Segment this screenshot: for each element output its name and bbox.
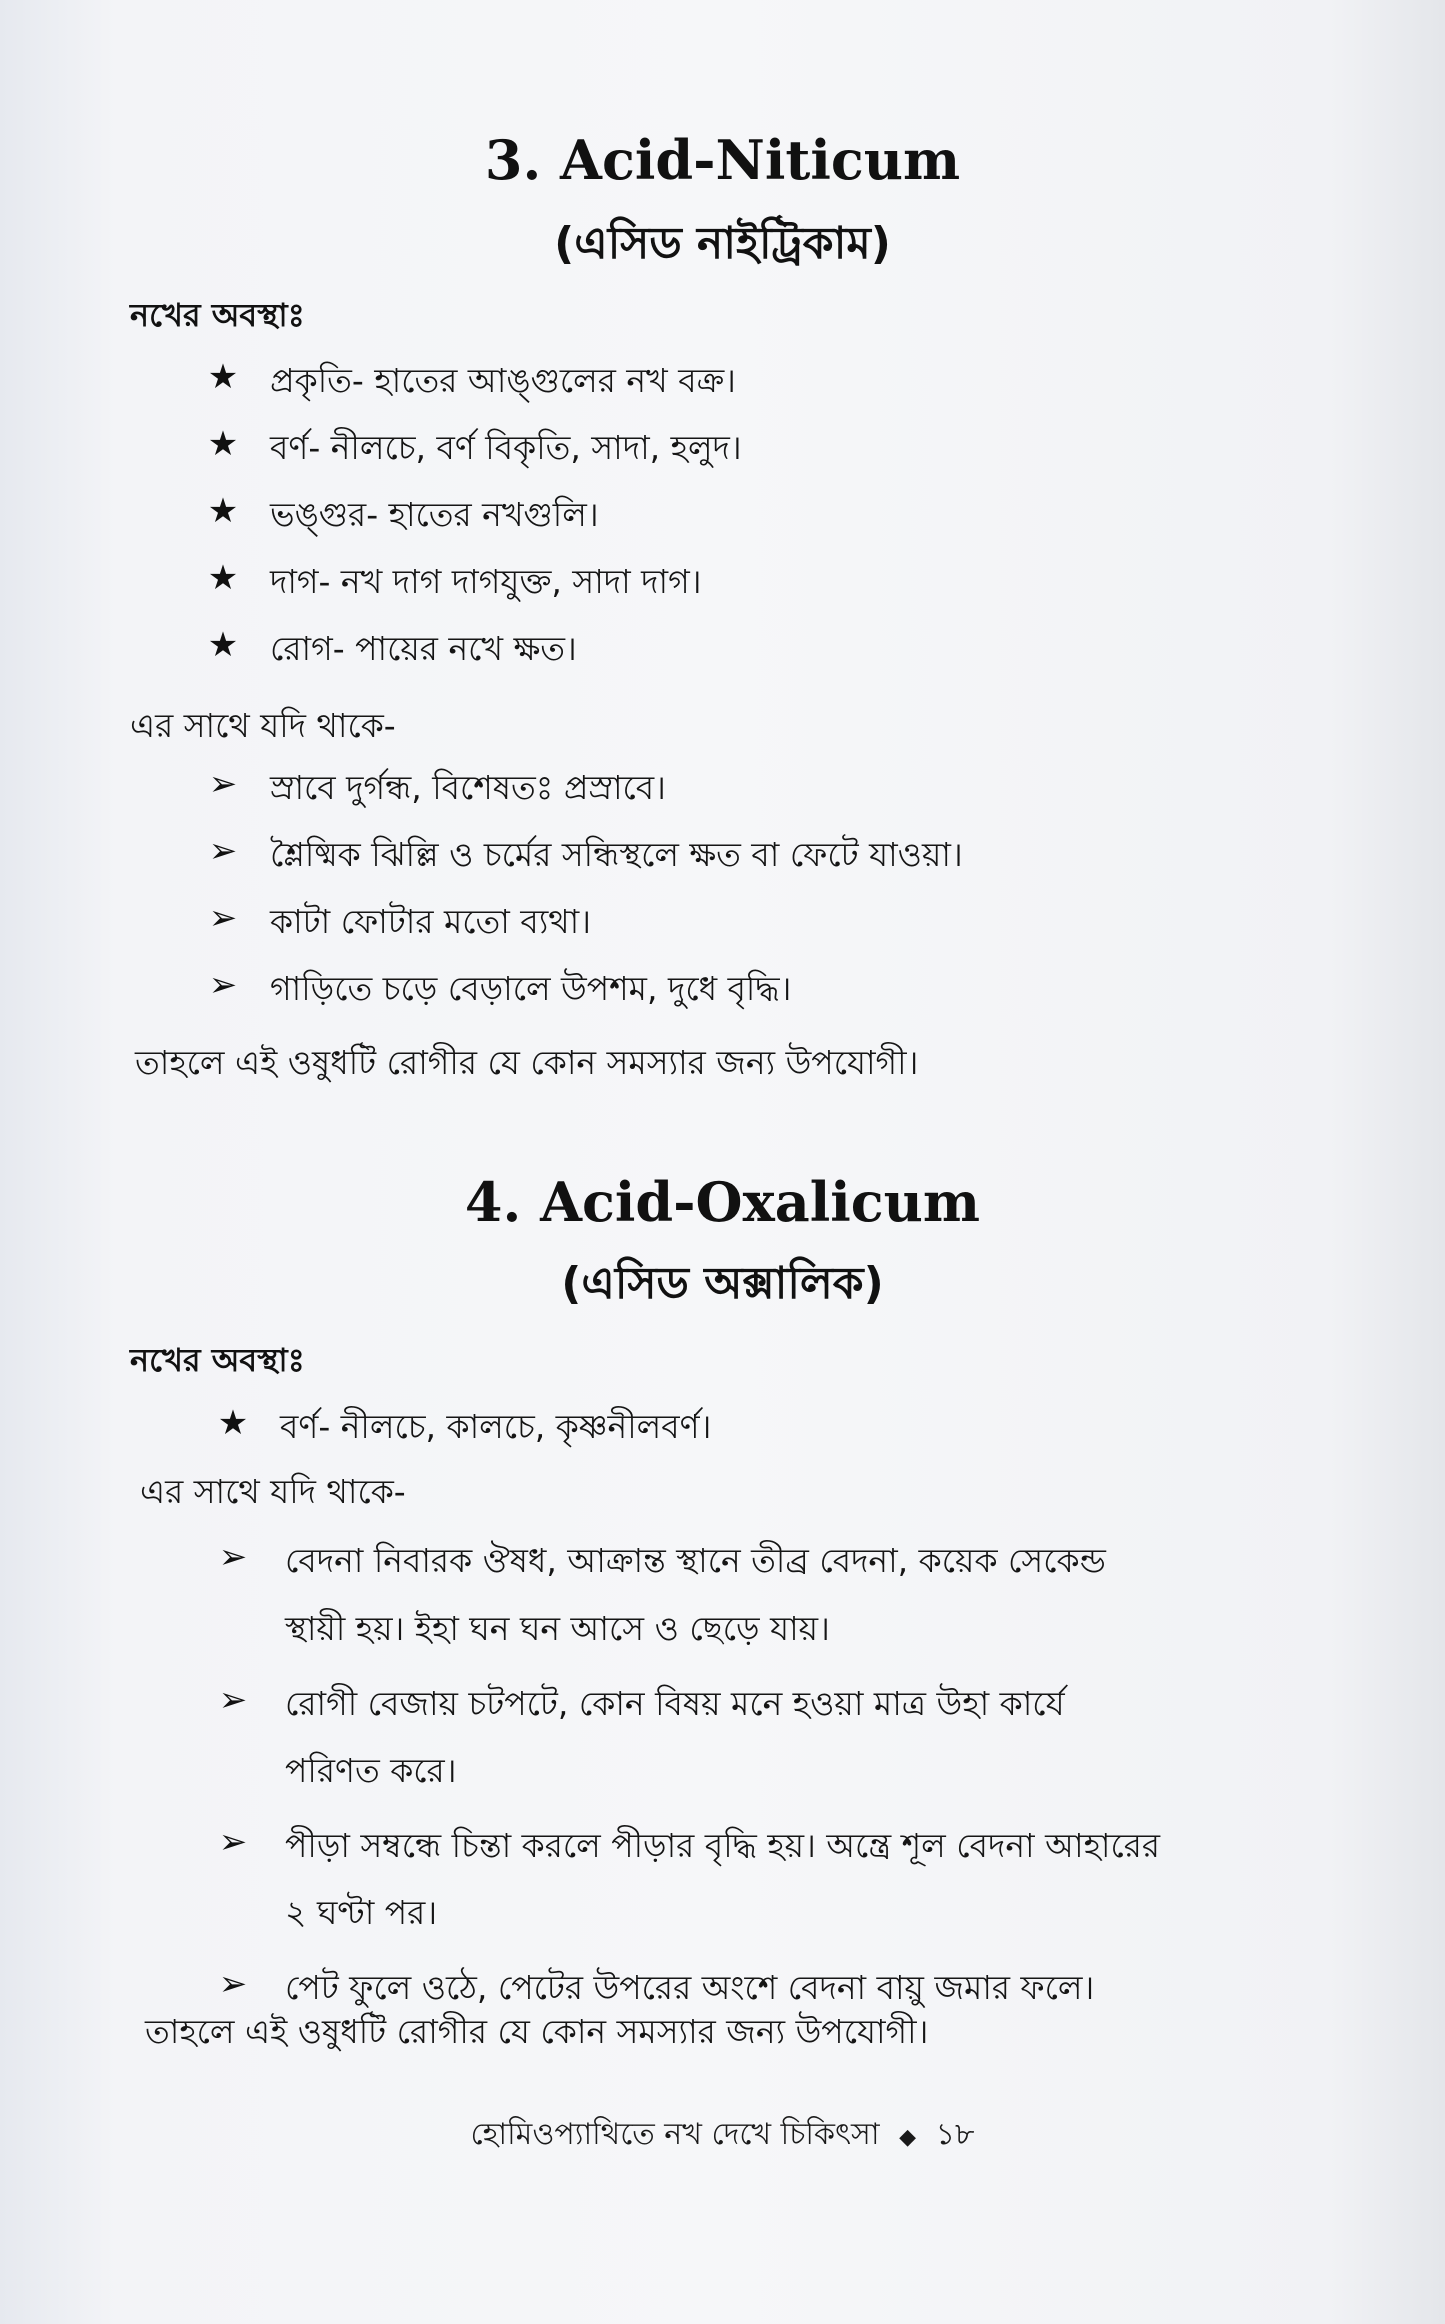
page-footer xyxy=(0,2110,1445,2161)
section1-nail-item: ভঙ্গুর- হাতের নখগুলি। xyxy=(270,495,599,534)
arrow-bullet-icon: ➢ xyxy=(218,1964,248,2004)
arrow-bullet-icon: ➢ xyxy=(208,831,238,871)
section2-with-item-line: রোগী বেজায় চটপটে, কোন বিষয় মনে হওয়া মাত্র উহা কার্যে xyxy=(285,1684,1065,1723)
arrow-bullet-icon: ➢ xyxy=(208,764,238,804)
section2-with-item-line: বেদনা নিবারক ঔষধ, আক্রান্ত স্থানে তীব্র বেদনা, কয়েক সেকেন্ড xyxy=(285,1541,1106,1580)
section2-title: 4. Acid-Oxalicum xyxy=(464,1170,981,1234)
section2-conclusion: তাহলে এই ওষুধটি রোগীর যে কোন সমস্যার জন্য উপযোগী। xyxy=(145,2012,929,2051)
section2-with-item-line: পেট ফুলে ওঠে, পেটের উপরের অংশে বেদনা বায়ু জমার ফলে। xyxy=(285,1968,1095,2007)
section2-with-item-line: পরিণত করে। xyxy=(285,1751,457,1790)
section2-with-heading: এর সাথে যদি থাকে- xyxy=(140,1472,406,1511)
section2-with-item-line: পীড়া সম্বন্ধে চিন্তা করলে পীড়ার বৃদ্ধি হয়। অন্ত্রে শূল বেদনা আহারের xyxy=(285,1826,1161,1865)
section1-nail-item: রোগ- পায়ের নখে ক্ষত। xyxy=(270,629,577,668)
section2-nail-heading: নখের অবস্থাঃ xyxy=(130,1341,305,1379)
section1-with-item: গাড়িতে চড়ে বেড়ালে উপশম, দুধে বৃদ্ধি। xyxy=(270,969,792,1008)
section1-with-heading: এর সাথে যদি থাকে- xyxy=(130,706,396,745)
section1-with-item: শ্লৈষ্মিক ঝিল্লি ও চর্মের সন্ধিস্থলে ক্ষত বা ফেটে যাওয়া। xyxy=(270,835,963,874)
star-bullet-icon: ★ xyxy=(207,491,239,531)
section2-with-item-line: স্থায়ী হয়। ইহা ঘন ঘন আসে ও ছেড়ে যায়। xyxy=(285,1609,830,1648)
star-bullet-icon: ★ xyxy=(207,424,239,464)
arrow-bullet-icon: ➢ xyxy=(218,1680,248,1720)
section1-nail-heading: নখের অবস্থাঃ xyxy=(130,296,305,334)
section2-subtitle: (এসিড অক্সালিক) xyxy=(561,1258,884,1309)
section1-title: 3. Acid-Niticum xyxy=(484,128,961,192)
star-bullet-icon: ★ xyxy=(207,357,239,397)
section1-nail-item: দাগ- নখ দাগ দাগযুক্ত, সাদা দাগ। xyxy=(270,562,702,601)
section1-subtitle: (এসিড নাইট্রিকাম) xyxy=(554,218,891,269)
star-bullet-icon: ★ xyxy=(217,1403,249,1443)
section1-conclusion: তাহলে এই ওষুধটি রোগীর যে কোন সমস্যার জন্য উপযোগী। xyxy=(135,1043,919,1082)
arrow-bullet-icon: ➢ xyxy=(208,898,238,938)
section1-nail-item: প্রকৃতি- হাতের আঙ্গুলের নখ বক্র। xyxy=(270,361,736,400)
section1-nail-item: বর্ণ- নীলচে, বর্ণ বিকৃতি, সাদা, হলুদ। xyxy=(270,428,742,467)
diamond-separator-icon: ◆ xyxy=(899,2125,917,2150)
footer-book-title: হোমিওপ্যাথিতে নখ দেখে চিকিৎসা xyxy=(470,2117,880,2152)
section1-with-item: স্রাবে দুর্গন্ধ, বিশেষতঃ প্রস্রাবে। xyxy=(270,768,666,807)
page-number: ১৮ xyxy=(935,2117,975,2152)
arrow-bullet-icon: ➢ xyxy=(218,1537,248,1577)
star-bullet-icon: ★ xyxy=(207,625,239,665)
arrow-bullet-icon: ➢ xyxy=(208,965,238,1005)
star-bullet-icon: ★ xyxy=(207,558,239,598)
section2-nail-item: বর্ণ- নীলচে, কালচে, কৃষ্ণনীলবর্ণ। xyxy=(280,1407,712,1446)
arrow-bullet-icon: ➢ xyxy=(218,1822,248,1862)
section1-with-item: কাটা ফোটার মতো ব্যথা। xyxy=(270,902,592,941)
section2-with-item-line: ২ ঘণ্টা পর। xyxy=(285,1893,438,1932)
